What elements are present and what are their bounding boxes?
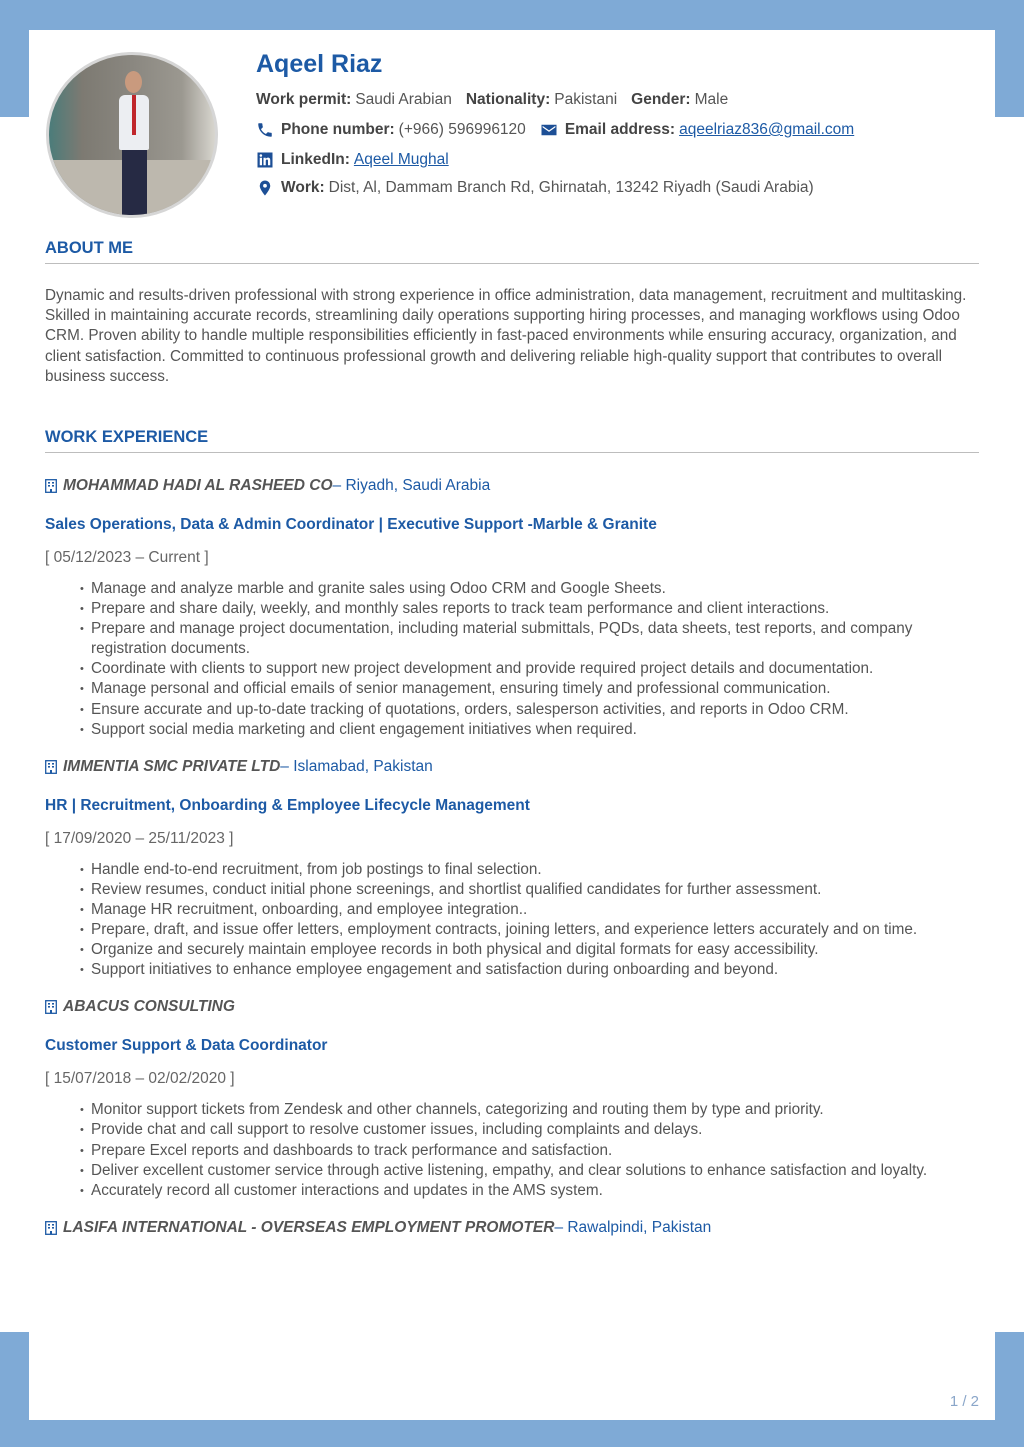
job-responsibilities	[45, 579, 981, 740]
company-line	[45, 1218, 981, 1238]
work-experience-heading: WORK EXPERIENCE	[45, 428, 979, 453]
job-responsibilities	[45, 1100, 981, 1200]
job-responsibilities	[45, 860, 981, 981]
building-icon	[45, 479, 57, 493]
phone-label: Phone number:	[281, 121, 395, 138]
responsibility-item: • Accurately record all customer interactions and updates in the AMS system.	[91, 1181, 981, 1201]
nationality-label: Nationality:	[465, 91, 551, 108]
personal-info-row	[256, 91, 728, 109]
company-line	[45, 997, 981, 1017]
responsibility-item: • Coordinate with clients to support new project development and provide required project details and documentation.	[91, 659, 981, 679]
email-icon	[540, 121, 558, 139]
responsibility-item: • Provide chat and call support to resolve customer issues, including complaints and delays.	[91, 1120, 981, 1140]
work-address-row	[256, 179, 814, 197]
work-experience-list	[45, 476, 981, 1238]
candidate-name: Aqeel Riaz	[256, 50, 383, 78]
work-permit-value: Saudi Arabian	[355, 91, 452, 108]
responsibility-item: • Manage personal and official emails of senior management, ensuring timely and professional communication.	[91, 679, 981, 699]
responsibility-item: • Deliver excellent customer service through active listening, empathy, and clear solutions to enhance satisfaction and loyalty.	[91, 1161, 981, 1181]
frame-left-bottom	[0, 1332, 29, 1447]
job-title: Sales Operations, Data & Admin Coordinator | Executive Support -Marble & Granite	[45, 516, 657, 533]
linkedin-row	[256, 151, 449, 169]
company-location: – Riyadh, Saudi Arabia	[332, 477, 491, 494]
company-line	[45, 476, 981, 496]
responsibility-item: • Support social media marketing and client engagement initiatives when required.	[91, 720, 981, 740]
linkedin-link[interactable]: Aqeel Mughal	[353, 151, 449, 168]
page-number: 1 / 2	[949, 1393, 979, 1410]
company-location: – Rawalpindi, Pakistan	[554, 1218, 712, 1236]
phone-value: (+966) 596996120	[398, 121, 526, 138]
company-line	[45, 757, 981, 777]
contact-row	[256, 121, 854, 139]
company-name: LASIFA INTERNATIONAL - OVERSEAS EMPLOYMENT PROMOTER	[63, 1218, 555, 1236]
email-link[interactable]: aqeelriaz836@gmail.com	[679, 121, 855, 138]
responsibility-item: • Organize and securely maintain employee records in both physical and digital formats for easy accessibility.	[91, 940, 981, 960]
building-icon	[45, 1221, 57, 1235]
responsibility-item: • Prepare and manage project documentation, including material submittals, PQDs, data sheets, test reports, and company registration documents.	[91, 619, 981, 659]
company-name: ABACUS CONSULTING	[63, 998, 235, 1016]
frame-top	[0, 0, 1024, 30]
responsibility-item: • Manage HR recruitment, onboarding, and employee integration..	[91, 900, 981, 920]
gender-label: Gender:	[631, 91, 691, 108]
about-heading: ABOUT ME	[45, 239, 979, 264]
phone-icon	[256, 121, 274, 139]
job-dates: [ 17/09/2020 – 25/11/2023 ]	[45, 829, 234, 847]
responsibility-item: • Prepare Excel reports and dashboards to track performance and satisfaction.	[91, 1141, 981, 1161]
job-title: HR | Recruitment, Onboarding & Employee Lifecycle Management	[45, 796, 530, 814]
frame-right-top	[995, 0, 1024, 117]
work-permit-label: Work permit:	[256, 91, 352, 108]
location-pin-icon	[256, 179, 274, 197]
responsibility-item: • Prepare and share daily, weekly, and monthly sales reports to track team performance and client interactions.	[91, 599, 981, 619]
frame-bottom	[0, 1420, 1024, 1447]
email-label: Email address:	[564, 121, 676, 138]
responsibility-item: • Handle end-to-end recruitment, from job postings to final selection.	[91, 860, 981, 880]
gender-value: Male	[694, 91, 729, 108]
linkedin-icon	[256, 151, 274, 169]
work-address-label: Work:	[281, 179, 325, 196]
company-location: – Islamabad, Pakistan	[280, 757, 433, 775]
building-icon	[45, 1000, 57, 1014]
profile-photo	[46, 52, 218, 218]
frame-left-top	[0, 0, 29, 117]
nationality-value: Pakistani	[554, 91, 618, 108]
responsibility-item: • Review resumes, conduct initial phone screenings, and shortlist qualified candidates for further assessment.	[91, 880, 981, 900]
responsibility-item: • Ensure accurate and up-to-date tracking of quotations, orders, salesperson activities, and reports in Odoo CRM.	[91, 700, 981, 720]
about-text: Dynamic and results-driven professional with strong experience in office administration, data management, recruitment and multitasking. Skilled in maintaining accurate records, streamlining daily operations supporting hiring processes, and managing workflows using Odoo CRM. Proven ability to handle multiple responsibilities efficiently in fast-paced environments while ensuring accuracy, organization, and client satisfaction. Committed to continuous professional growth and delivering reliable high-quality support that contributes to overall business success.	[45, 287, 967, 385]
building-icon	[45, 760, 57, 774]
linkedin-label: LinkedIn:	[281, 151, 350, 168]
frame-right-bottom	[995, 1332, 1024, 1447]
job-dates: [ 05/12/2023 – Current ]	[45, 549, 209, 566]
job-title: Customer Support & Data Coordinator	[45, 1037, 328, 1055]
job-dates: [ 15/07/2018 – 02/02/2020 ]	[45, 1070, 235, 1088]
responsibility-item: • Monitor support tickets from Zendesk and other channels, categorizing and routing them by type and priority.	[91, 1100, 981, 1120]
responsibility-item: • Support initiatives to enhance employee engagement and satisfaction during onboarding and beyond.	[91, 960, 981, 980]
company-name: IMMENTIA SMC PRIVATE LTD	[63, 757, 281, 775]
company-name: MOHAMMAD HADI AL RASHEED CO	[63, 477, 333, 494]
responsibility-item: • Prepare, draft, and issue offer letters, employment contracts, joining letters, and experience letters accurately and on time.	[91, 920, 981, 940]
work-address-value: Dist, Al, Dammam Branch Rd, Ghirnatah, 13242 Riyadh (Saudi Arabia)	[328, 179, 814, 196]
responsibility-item: • Manage and analyze marble and granite sales using Odoo CRM and Google Sheets.	[91, 579, 981, 599]
